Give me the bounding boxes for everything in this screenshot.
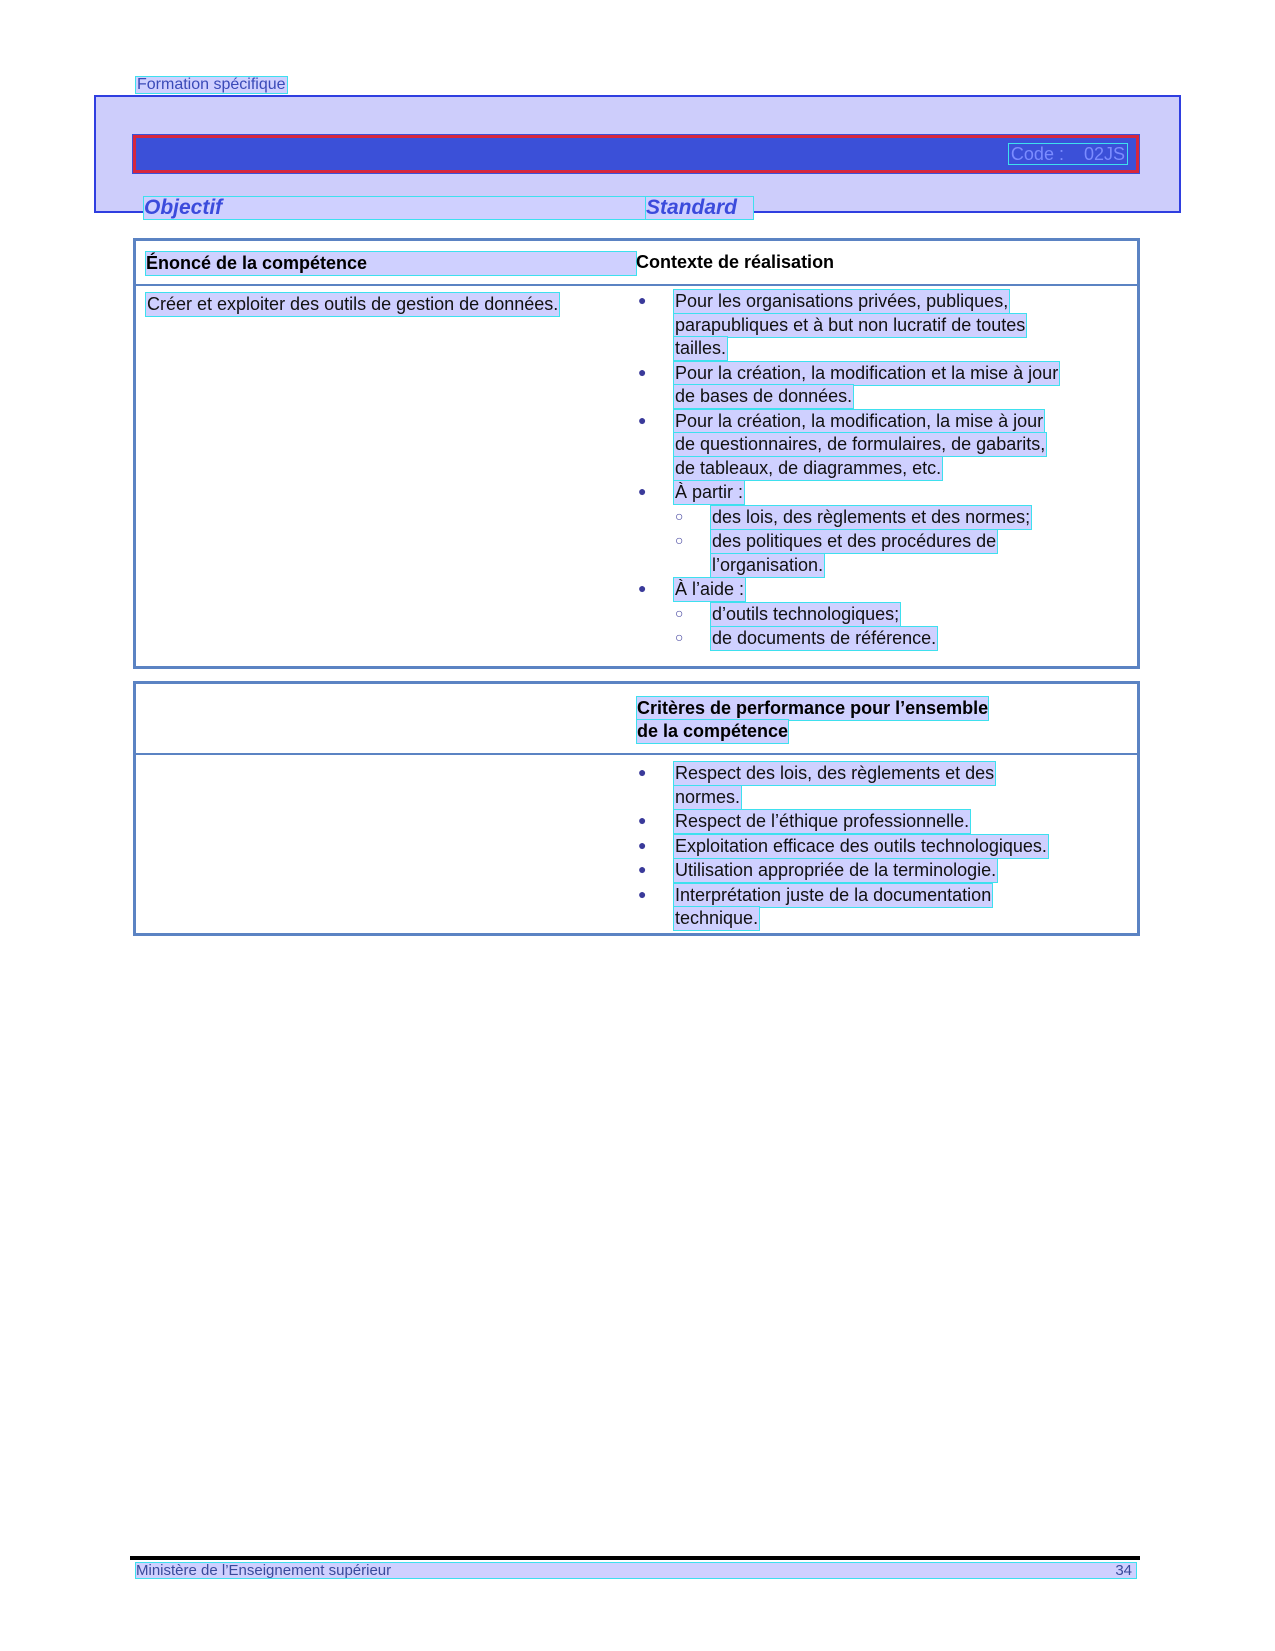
bullet-icon: ● — [638, 483, 647, 499]
footer-rule — [130, 1556, 1140, 1560]
enonce-text: Créer et exploiter des outils de gestion de données. — [145, 292, 560, 317]
list-item-line: Respect de l’éthique professionnelle. — [673, 809, 971, 834]
col-heading-enonce: Énoncé de la compétence — [145, 251, 637, 276]
list-item-line: d’outils technologiques; — [710, 602, 901, 627]
bullet-icon: ● — [638, 411, 647, 428]
list-item-line: de bases de données. — [673, 384, 854, 409]
list-item-line: Respect des lois, des règlements et des — [673, 761, 996, 786]
list-item-line: À partir : — [673, 480, 745, 505]
code-label: Code : — [1010, 144, 1064, 164]
footer — [135, 1562, 1137, 1579]
criteria-table — [133, 681, 1140, 936]
list-item-line: Pour les organisations privées, publiques, — [673, 289, 1010, 314]
bullet-icon: ● — [638, 885, 647, 902]
list-item-line: À l’aide : — [673, 577, 746, 602]
competence-table — [133, 238, 1140, 669]
list-item-line: des lois, des règlements et des normes; — [710, 505, 1032, 530]
code-value: 02JS — [1083, 144, 1125, 164]
list-item-line: Interprétation juste de la documentation — [673, 883, 993, 908]
col-heading-criteria-line-1: Critères de performance pour l’ensemble — [636, 696, 989, 721]
list-item-line: normes. — [673, 785, 742, 810]
page-number: 34 — [1115, 1562, 1132, 1579]
bullet-icon: ● — [638, 836, 647, 853]
bullet-icon: ● — [638, 861, 647, 877]
table-header-row — [136, 684, 1137, 755]
footer-organization: Ministère de l’Enseignement supérieur — [136, 1562, 392, 1579]
list-item-line: Exploitation efficace des outils technologiques. — [673, 834, 1049, 859]
bullet-icon: ● — [638, 363, 647, 380]
table-header-row — [136, 241, 1137, 286]
list-item-line: de tableaux, de diagrammes, etc. — [673, 456, 943, 481]
list-item-line: Pour la création, la modification, la mise à jour — [673, 409, 1045, 434]
list-item-line: de questionnaires, de formulaires, de gabarits, — [673, 432, 1047, 457]
sub-bullet-icon: ○ — [675, 507, 684, 524]
list-item-line: parapubliques et à but non lucratif de toutes — [673, 313, 1027, 338]
list-item-line: des politiques et des procédures de — [710, 529, 998, 554]
sub-bullet-icon: ○ — [675, 629, 684, 645]
standard-heading: Standard — [645, 196, 754, 220]
col-heading-criteria-line-2: de la compétence — [636, 719, 789, 744]
list-item-line: technique. — [673, 906, 760, 931]
code-bar — [133, 135, 1139, 173]
list-item-line: tailles. — [673, 336, 728, 361]
objectif-heading: Objectif — [143, 196, 651, 220]
sub-bullet-icon: ○ — [675, 532, 684, 548]
list-item-line: de documents de référence. — [710, 626, 938, 651]
bullet-icon: ● — [638, 580, 647, 596]
col-heading-contexte: Contexte de réalisation — [636, 252, 835, 272]
list-item-line: Utilisation appropriée de la terminologie. — [673, 858, 998, 883]
list-item-line: Pour la création, la modification et la mise à jour — [673, 361, 1060, 386]
bullet-icon: ● — [638, 764, 647, 780]
bullet-icon: ● — [638, 812, 647, 828]
bullet-icon: ● — [638, 292, 647, 308]
sub-bullet-icon: ○ — [675, 604, 684, 621]
list-item-line: l’organisation. — [710, 553, 825, 578]
code-text — [1008, 143, 1128, 165]
top-note: Formation spécifique — [137, 76, 286, 93]
